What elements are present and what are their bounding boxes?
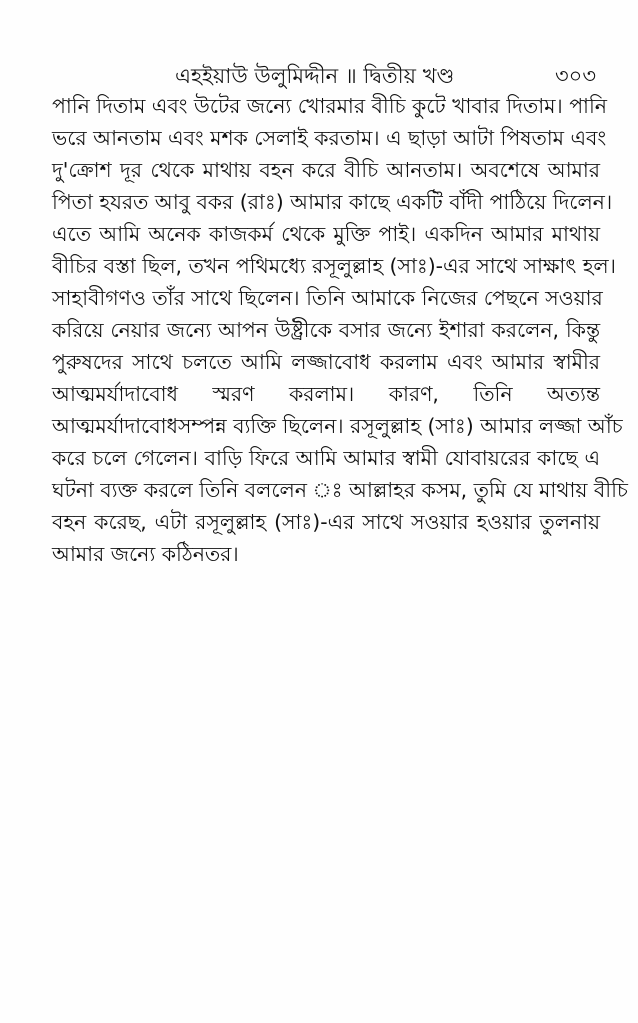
text-line: ভরে আনতাম এবং মশক সেলাই করতাম। এ ছাড়া আটা পিষতাম এবং: [52, 126, 607, 150]
text-line: দু'ক্রোশ দূর থেকে মাথায় বহন করে বীচি আনতাম। অবশেষে আমার: [52, 158, 600, 182]
text-line: এতে আমি অনেক কাজকর্ম থেকে মুক্তি পাই। একদিন আমার মাথায়: [52, 222, 600, 246]
text-line: করে চলে গেলেন। বাড়ি ফিরে আমি আমার স্বামী যোবায়রের কাছে এ: [52, 446, 600, 470]
body-paragraph: [52, 90, 628, 570]
text-line: পুরুষদের সাথে চলতে আমি লজ্জাবোধ করলাম এবং আমার স্বামীর: [52, 350, 600, 374]
text-line: আত্মমর্যাদাবোধ স্মরণ করলাম। কারণ, তিনি অত্যন্ত: [52, 382, 600, 406]
page-number: ৩০৩: [555, 64, 596, 88]
text-line: আত্মমর্যাদাবোধসম্পন্ন ব্যক্তি ছিলেন। রসূলুল্লাহ (সাঃ) আমার লজ্জা আঁচ: [52, 414, 623, 438]
text-line: সাহাবীগণও তাঁর সাথে ছিলেন। তিনি আমাকে নিজের পেছনে সওয়ার: [52, 286, 603, 310]
text-line: করিয়ে নেয়ার জন্যে আপন উষ্ট্রীকে বসার জন্যে ইশারা করলেন, কিন্তু: [52, 318, 600, 342]
text-line: আমার জন্যে কঠিনতর।: [52, 542, 239, 566]
text-line: পানি দিতাম এবং উটের জন্যে খোরমার বীচি কুটে খাবার দিতাম। পানি: [52, 94, 607, 118]
text-line: ঘটনা ব্যক্ত করলে তিনি বললেন ঃ আল্লাহর কসম, তুমি যে মাথায় বীচি: [52, 478, 628, 502]
text-line: বীচির বস্তা ছিল, তখন পথিমধ্যে রসূলুল্লাহ (সাঃ)-এর সাথে সাক্ষাৎ হল।: [52, 254, 616, 278]
text-line: পিতা হযরত আবু বকর (রাঃ) আমার কাছে একটি বাঁদী পাঠিয়ে দিলেন।: [52, 190, 613, 214]
running-head: এহইয়াউ উলুমিদ্দীন ॥ দ্বিতীয় খণ্ড: [175, 64, 455, 88]
text-line: বহন করেছ, এটা রসূলুল্লাহ (সাঃ)-এর সাথে সওয়ার হওয়ার তুলনায়: [52, 510, 600, 534]
page-header: [40, 56, 598, 90]
